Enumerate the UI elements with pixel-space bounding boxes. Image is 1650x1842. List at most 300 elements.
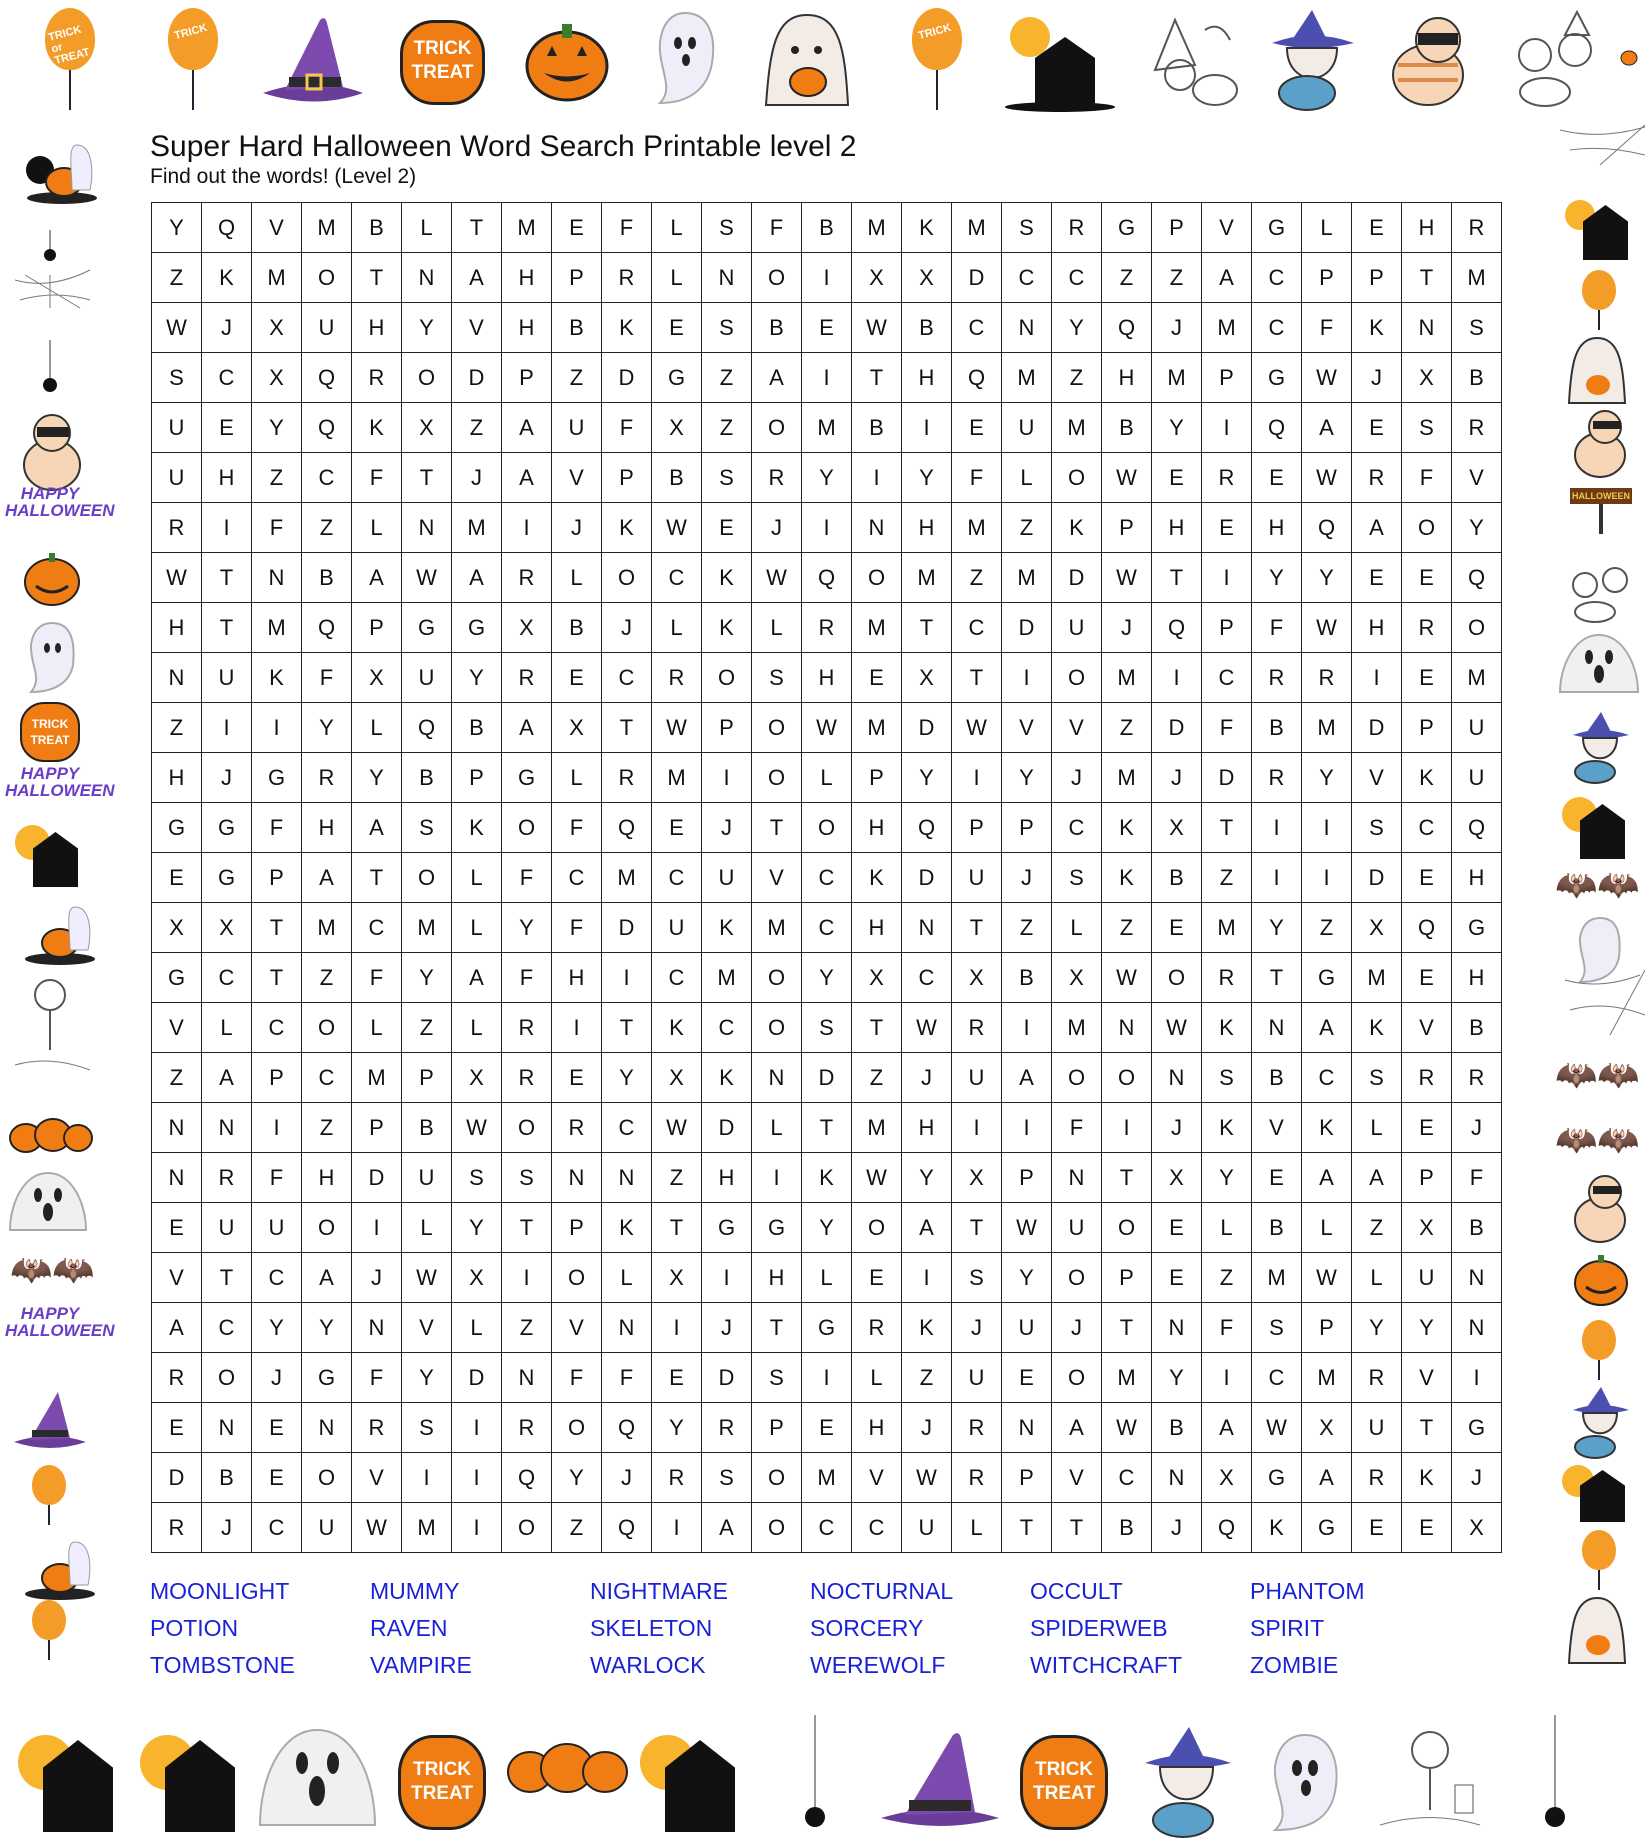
grid-cell: X — [1352, 903, 1402, 953]
grid-cell: O — [1152, 953, 1202, 1003]
grid-cell: I — [252, 1103, 302, 1153]
grid-cell: N — [602, 1153, 652, 1203]
grid-cell: A — [352, 553, 402, 603]
grid-cell: W — [752, 553, 802, 603]
grid-cell: M — [402, 1503, 452, 1553]
grid-cell: D — [452, 353, 502, 403]
grid-cell: P — [402, 1053, 452, 1103]
grid-cell: S — [702, 303, 752, 353]
ghost-with-pumpkin-icon — [760, 10, 855, 110]
grid-cell: E — [1152, 1253, 1202, 1303]
grid-cell: U — [1402, 1253, 1452, 1303]
grid-cell: C — [1252, 303, 1302, 353]
grid-cell: W — [902, 1003, 952, 1053]
grid-cell: U — [702, 853, 752, 903]
grid-cell: C — [602, 653, 652, 703]
grid-cell: M — [1102, 753, 1152, 803]
grid-cell: Y — [152, 203, 202, 253]
grid-cell: T — [952, 653, 1002, 703]
grid-cell: Q — [1452, 553, 1502, 603]
grid-cell: T — [352, 853, 402, 903]
grid-cell: F — [502, 853, 552, 903]
grid-cell: T — [502, 1203, 552, 1253]
grid-cell: N — [1452, 1253, 1502, 1303]
grid-cell: O — [752, 703, 802, 753]
grid-cell: N — [202, 1103, 252, 1153]
grid-cell: E — [852, 653, 902, 703]
grid-cell: W — [1102, 1403, 1152, 1453]
grid-cell: T — [952, 903, 1002, 953]
grid-cell: R — [702, 1403, 752, 1453]
grid-cell: R — [152, 503, 202, 553]
grid-cell: O — [602, 553, 652, 603]
grid-cell: H — [352, 303, 402, 353]
grid-cell: K — [352, 403, 402, 453]
haunted-house-icon — [140, 1725, 240, 1835]
grid-cell: I — [1002, 1103, 1052, 1153]
balloon-icon — [912, 8, 962, 70]
grid-cell: N — [1152, 1453, 1202, 1503]
grid-cell: N — [302, 1403, 352, 1453]
grid-cell: D — [452, 1353, 502, 1403]
grid-cell: K — [1102, 803, 1152, 853]
grid-cell: C — [652, 853, 702, 903]
grid-cell: E — [1402, 553, 1452, 603]
grid-cell: P — [952, 803, 1002, 853]
grid-cell: I — [502, 1253, 552, 1303]
grid-cell: W — [1002, 1203, 1052, 1253]
grid-cell: I — [802, 253, 852, 303]
grid-cell: N — [402, 253, 452, 303]
grid-cell: O — [1452, 603, 1502, 653]
grid-cell: E — [802, 1403, 852, 1453]
grid-cell: U — [952, 853, 1002, 903]
grid-cell: G — [1302, 953, 1352, 1003]
grid-cell: P — [502, 353, 552, 403]
grid-cell: S — [1402, 403, 1452, 453]
grid-cell: S — [952, 1253, 1002, 1303]
grid-cell: W — [652, 703, 702, 753]
grid-cell: E — [1402, 653, 1452, 703]
bottom-decoration-strip — [0, 1715, 1650, 1842]
grid-cell: O — [752, 253, 802, 303]
grid-cell: I — [452, 1453, 502, 1503]
grid-cell: Y — [652, 1403, 702, 1453]
grid-cell: M — [352, 1053, 402, 1103]
grid-cell: M — [952, 203, 1002, 253]
grid-cell: O — [402, 853, 452, 903]
grid-cell: H — [902, 503, 952, 553]
grid-cell: M — [252, 603, 302, 653]
grid-cell: N — [1102, 1003, 1152, 1053]
grid-cell: I — [202, 703, 252, 753]
balloon-icon — [32, 1465, 66, 1505]
grid-cell: B — [1452, 1003, 1502, 1053]
grid-cell: T — [902, 603, 952, 653]
grid-cell: V — [402, 1303, 452, 1353]
grid-cell: S — [152, 353, 202, 403]
grid-cell: Z — [952, 553, 1002, 603]
grid-cell: B — [352, 203, 402, 253]
grid-cell: K — [702, 553, 752, 603]
grid-cell: N — [902, 903, 952, 953]
grid-cell: K — [1302, 1103, 1352, 1153]
grid-cell: C — [252, 1503, 302, 1553]
spider-web-icon — [10, 230, 95, 310]
grid-cell: M — [1202, 903, 1252, 953]
grid-cell: K — [602, 503, 652, 553]
grid-cell: N — [1002, 1403, 1052, 1453]
grid-cell: F — [1202, 703, 1252, 753]
grid-cell: D — [602, 353, 652, 403]
grid-cell: Q — [402, 703, 452, 753]
grid-cell: K — [1252, 1503, 1302, 1553]
balloon-lettering: TRICK — [917, 21, 953, 43]
grid-cell: Y — [802, 453, 852, 503]
grid-cell: Y — [252, 403, 302, 453]
grid-cell: R — [1202, 453, 1252, 503]
grid-cell: X — [502, 603, 552, 653]
grid-cell: L — [352, 703, 402, 753]
grid-cell: Z — [1052, 353, 1102, 403]
grid-cell: Y — [402, 1353, 452, 1403]
grid-cell: R — [352, 1403, 402, 1453]
grid-cell: H — [802, 653, 852, 703]
grid-cell: L — [552, 753, 602, 803]
grid-cell: B — [1252, 703, 1302, 753]
grid-cell: W — [1302, 1253, 1352, 1303]
grid-cell: I — [802, 503, 852, 553]
grid-cell: T — [402, 453, 452, 503]
grid-cell: W — [1102, 453, 1152, 503]
grid-cell: Z — [1202, 1253, 1252, 1303]
grid-cell: I — [252, 703, 302, 753]
grid-cell: P — [1002, 1453, 1052, 1503]
grid-cell: O — [752, 1003, 802, 1053]
grid-cell: V — [1402, 1353, 1452, 1403]
grid-cell: T — [852, 1003, 902, 1053]
grid-cell: I — [1202, 403, 1252, 453]
grid-cell: E — [152, 1203, 202, 1253]
grid-cell: G — [1102, 203, 1152, 253]
grid-cell: W — [1102, 553, 1152, 603]
grid-cell: P — [352, 1103, 402, 1153]
grid-cell: S — [502, 1153, 552, 1203]
grid-cell: P — [1152, 203, 1202, 253]
grid-cell: W — [952, 703, 1002, 753]
cat-pumpkin-ghost-icon — [22, 130, 97, 205]
word-list-item: WITCHCRAFT — [1030, 1652, 1183, 1678]
grid-cell: Y — [1202, 1153, 1252, 1203]
grid-cell: M — [302, 203, 352, 253]
bats-icon: 🦇🦇 — [10, 1251, 95, 1289]
ghost-with-pumpkin-icon — [1565, 1595, 1630, 1665]
grid-cell: V — [552, 1303, 602, 1353]
grid-cell: R — [1452, 1053, 1502, 1103]
grid-cell: J — [1452, 1103, 1502, 1153]
grid-cell: T — [952, 1203, 1002, 1253]
grid-cell: O — [1052, 653, 1102, 703]
grid-cell: D — [1052, 553, 1102, 603]
grid-cell: V — [352, 1453, 402, 1503]
grid-cell: V — [152, 1003, 202, 1053]
grid-cell: S — [402, 803, 452, 853]
grid-cell: G — [302, 1353, 352, 1403]
grid-cell: B — [852, 403, 902, 453]
grid-cell: W — [652, 503, 702, 553]
grid-cell: E — [1202, 503, 1252, 553]
grid-cell: A — [1302, 1003, 1352, 1053]
grid-cell: T — [602, 1003, 652, 1053]
coloring-page-skeleton-icon — [10, 970, 95, 1080]
grid-cell: F — [252, 1153, 302, 1203]
grid-cell: T — [352, 253, 402, 303]
grid-cell: V — [452, 303, 502, 353]
grid-cell: J — [352, 1253, 402, 1303]
grid-cell: V — [852, 1453, 902, 1503]
grid-cell: G — [752, 1203, 802, 1253]
grid-cell: O — [1052, 1053, 1102, 1103]
grid-cell: M — [1252, 1253, 1302, 1303]
grid-cell: M — [1052, 403, 1102, 453]
grid-cell: U — [1052, 603, 1102, 653]
grid-cell: H — [702, 1153, 752, 1203]
grid-cell: Y — [1002, 1253, 1052, 1303]
grid-cell: R — [502, 1403, 552, 1453]
grid-cell: R — [1302, 653, 1352, 703]
grid-cell: O — [1402, 503, 1452, 553]
grid-cell: A — [702, 1503, 752, 1553]
grid-cell: E — [152, 853, 202, 903]
grid-cell: R — [1452, 403, 1502, 453]
grid-cell: Q — [602, 803, 652, 853]
grid-cell: P — [1102, 1253, 1152, 1303]
grid-cell: R — [752, 453, 802, 503]
grid-cell: R — [652, 1453, 702, 1503]
grid-cell: L — [352, 1003, 402, 1053]
grid-cell: D — [1152, 703, 1202, 753]
grid-cell: Q — [602, 1403, 652, 1453]
grid-cell: A — [302, 853, 352, 903]
grid-cell: J — [952, 1303, 1002, 1353]
grid-cell: W — [852, 1153, 902, 1203]
grid-cell: F — [352, 1353, 402, 1403]
grid-cell: C — [202, 953, 252, 1003]
grid-cell: U — [302, 1503, 352, 1553]
grid-cell: I — [802, 1353, 852, 1403]
balloon-lettering: TRICK or TREAT — [47, 23, 92, 68]
grid-cell: U — [552, 403, 602, 453]
grid-cell: B — [402, 1103, 452, 1153]
grid-cell: C — [652, 953, 702, 1003]
grid-cell: L — [1302, 203, 1352, 253]
grid-cell: M — [1052, 1003, 1102, 1053]
grid-cell: J — [1152, 1503, 1202, 1553]
grid-cell: P — [1002, 1153, 1052, 1203]
grid-cell: S — [752, 1353, 802, 1403]
grid-cell: N — [152, 1153, 202, 1203]
pumpkins-group-icon — [505, 1730, 630, 1800]
grid-cell: N — [402, 503, 452, 553]
bats-icon: 🦇🦇 — [1555, 1056, 1640, 1094]
grid-cell: F — [302, 653, 352, 703]
grid-cell: L — [1002, 453, 1052, 503]
top-decoration-strip — [0, 0, 1650, 120]
grid-cell: V — [1452, 453, 1502, 503]
grid-cell: J — [1052, 753, 1102, 803]
grid-cell: Z — [152, 703, 202, 753]
grid-cell: E — [202, 403, 252, 453]
grid-cell: Y — [402, 303, 452, 353]
grid-cell: Y — [302, 1303, 352, 1353]
grid-cell: N — [1152, 1053, 1202, 1103]
grid-cell: G — [802, 1303, 852, 1353]
grid-cell: Z — [1002, 503, 1052, 553]
grid-cell: L — [752, 1103, 802, 1153]
word-list-item: TOMBSTONE — [150, 1652, 295, 1678]
grid-cell: X — [952, 953, 1002, 1003]
grid-cell: B — [1452, 353, 1502, 403]
grid-cell: K — [202, 253, 252, 303]
grid-cell: M — [902, 553, 952, 603]
grid-cell: F — [1252, 603, 1302, 653]
grid-cell: M — [652, 753, 702, 803]
word-list — [150, 1578, 1490, 1679]
grid-cell: S — [752, 653, 802, 703]
grid-cell: R — [1252, 653, 1302, 703]
grid-cell: E — [1352, 203, 1402, 253]
grid-cell: X — [402, 403, 452, 453]
grid-cell: Y — [902, 1153, 952, 1203]
grid-cell: O — [402, 353, 452, 403]
grid-cell: Y — [452, 653, 502, 703]
grid-cell: O — [302, 253, 352, 303]
mummy-cat-icon — [1565, 1170, 1635, 1245]
grid-cell: E — [1152, 903, 1202, 953]
grid-cell: I — [1302, 803, 1352, 853]
grid-cell: M — [1352, 953, 1402, 1003]
grid-cell: R — [1352, 1353, 1402, 1403]
grid-cell: P — [1002, 803, 1052, 853]
word-list-item: WEREWOLF — [810, 1652, 946, 1678]
grid-cell: Y — [302, 703, 352, 753]
grid-cell: E — [152, 1403, 202, 1453]
grid-cell: U — [402, 1153, 452, 1203]
grid-cell: B — [202, 1453, 252, 1503]
word-list-item: POTION — [150, 1615, 239, 1641]
grid-cell: I — [1002, 1003, 1052, 1053]
grid-cell: A — [452, 553, 502, 603]
grid-cell: C — [1102, 1453, 1152, 1503]
haunted-house-icon — [1565, 195, 1635, 265]
grid-cell: J — [1152, 303, 1202, 353]
grid-cell: J — [1352, 353, 1402, 403]
grid-cell: U — [952, 1053, 1002, 1103]
grid-cell: E — [652, 803, 702, 853]
grid-cell: C — [802, 903, 852, 953]
grid-cell: M — [1002, 353, 1052, 403]
word-list-item: NOCTURNAL — [810, 1578, 954, 1604]
grid-cell: H — [1452, 953, 1502, 1003]
balloon-icon — [1582, 270, 1616, 310]
grid-cell: F — [752, 203, 802, 253]
grid-cell: H — [1252, 503, 1302, 553]
candy-bucket-icon: TRICK TREAT — [1020, 1735, 1108, 1830]
witch-hat-icon — [255, 15, 370, 110]
grid-cell: G — [1452, 1403, 1502, 1453]
grid-cell: F — [1452, 1153, 1502, 1203]
grid-cell: S — [702, 1453, 752, 1503]
cat-pumpkin-ghost-icon — [20, 895, 95, 965]
grid-cell: J — [1102, 603, 1152, 653]
grid-cell: S — [1002, 203, 1052, 253]
hanging-spider-icon — [35, 340, 65, 400]
grid-cell: D — [1202, 753, 1252, 803]
grid-cell: B — [402, 753, 452, 803]
grid-cell: X — [252, 353, 302, 403]
grid-cell: P — [1402, 1153, 1452, 1203]
grid-cell: L — [402, 203, 452, 253]
grid-cell: O — [702, 653, 752, 703]
grid-cell: P — [452, 753, 502, 803]
grid-cell: S — [452, 1153, 502, 1203]
grid-cell: F — [1302, 303, 1352, 353]
grid-cell: R — [952, 1403, 1002, 1453]
grid-cell: F — [602, 403, 652, 453]
grid-cell: I — [1002, 653, 1052, 703]
balloon-icon — [45, 8, 95, 70]
grid-cell: O — [1052, 453, 1102, 503]
grid-cell: C — [952, 303, 1002, 353]
grid-cell: Y — [802, 1203, 852, 1253]
grid-cell: Y — [1352, 1303, 1402, 1353]
grid-cell: S — [402, 1403, 452, 1453]
grid-cell: R — [502, 1003, 552, 1053]
grid-cell: Q — [802, 553, 852, 603]
grid-cell: X — [1152, 1153, 1202, 1203]
grid-cell: L — [452, 853, 502, 903]
grid-cell: T — [202, 553, 252, 603]
grid-cell: T — [652, 1203, 702, 1253]
witch-hat-icon — [10, 1390, 90, 1455]
grid-cell: S — [702, 203, 752, 253]
haunted-house-icon — [1562, 1460, 1632, 1525]
haunted-house-icon — [640, 1725, 740, 1835]
grid-cell: N — [202, 1403, 252, 1453]
grid-cell: K — [802, 1153, 852, 1203]
grid-cell: M — [402, 903, 452, 953]
grid-cell: R — [802, 603, 852, 653]
grid-cell: F — [952, 453, 1002, 503]
grid-cell: C — [652, 553, 702, 603]
grid-cell: O — [752, 953, 802, 1003]
grid-cell: C — [1202, 653, 1252, 703]
grid-cell: V — [1052, 703, 1102, 753]
hanging-spider-icon — [1535, 1715, 1575, 1842]
grid-cell: K — [1202, 1103, 1252, 1153]
grid-cell: I — [802, 353, 852, 403]
grid-cell: Q — [602, 1503, 652, 1553]
grid-cell: P — [752, 1403, 802, 1453]
screaming-ghost-icon — [1558, 632, 1640, 702]
grid-cell: L — [652, 603, 702, 653]
grid-cell: L — [552, 553, 602, 603]
grid-cell: E — [802, 303, 852, 353]
grid-cell: Q — [1152, 603, 1202, 653]
grid-cell: N — [252, 553, 302, 603]
grid-cell: X — [352, 653, 402, 703]
grid-cell: Y — [1052, 303, 1102, 353]
